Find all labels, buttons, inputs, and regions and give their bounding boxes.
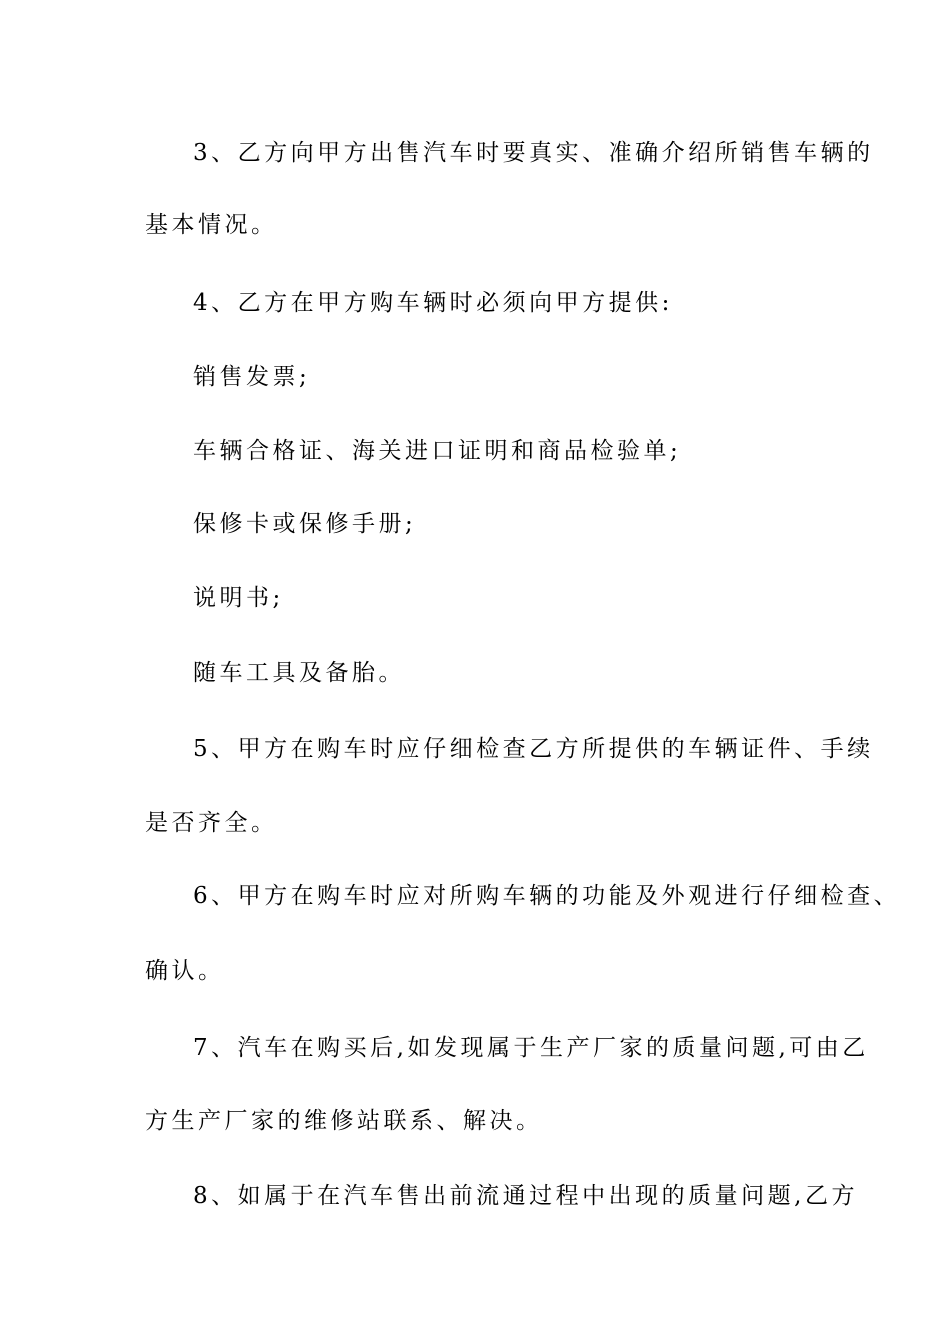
paragraph-4: 4、乙方在甲方购车辆时必须向甲方提供: [193, 290, 673, 316]
paragraph-8-line-1: 8、如属于在汽车售出前流通过程中出现的质量问题,乙方 [193, 1183, 858, 1209]
list-item-manual: 说明书; [193, 585, 284, 611]
paragraph-3-line-2: 基本情况。 [145, 212, 278, 238]
paragraph-7-line-1: 7、汽车在购买后,如发现属于生产厂家的质量问题,可由乙 [193, 1035, 869, 1061]
paragraph-5-line-2: 是否齐全。 [145, 810, 278, 836]
paragraph-3-line-1: 3、乙方向甲方出售汽车时要真实、准确介绍所销售车辆的 [193, 140, 874, 166]
list-item-tools-spare-tire: 随车工具及备胎。 [193, 660, 405, 686]
paragraph-6-line-2: 确认。 [145, 958, 225, 984]
list-item-sales-invoice: 销售发票; [193, 364, 311, 390]
list-item-warranty: 保修卡或保修手册; [193, 511, 417, 537]
paragraph-6-line-1: 6、甲方在购车时应对所购车辆的功能及外观进行仔细检查、 [193, 883, 901, 909]
paragraph-5-line-1: 5、甲方在购车时应仔细检查乙方所提供的车辆证件、手续 [193, 736, 874, 762]
list-item-certificates: 车辆合格证、海关进口证明和商品检验单; [193, 438, 682, 464]
paragraph-7-line-2: 方生产厂家的维修站联系、解决。 [145, 1108, 543, 1134]
